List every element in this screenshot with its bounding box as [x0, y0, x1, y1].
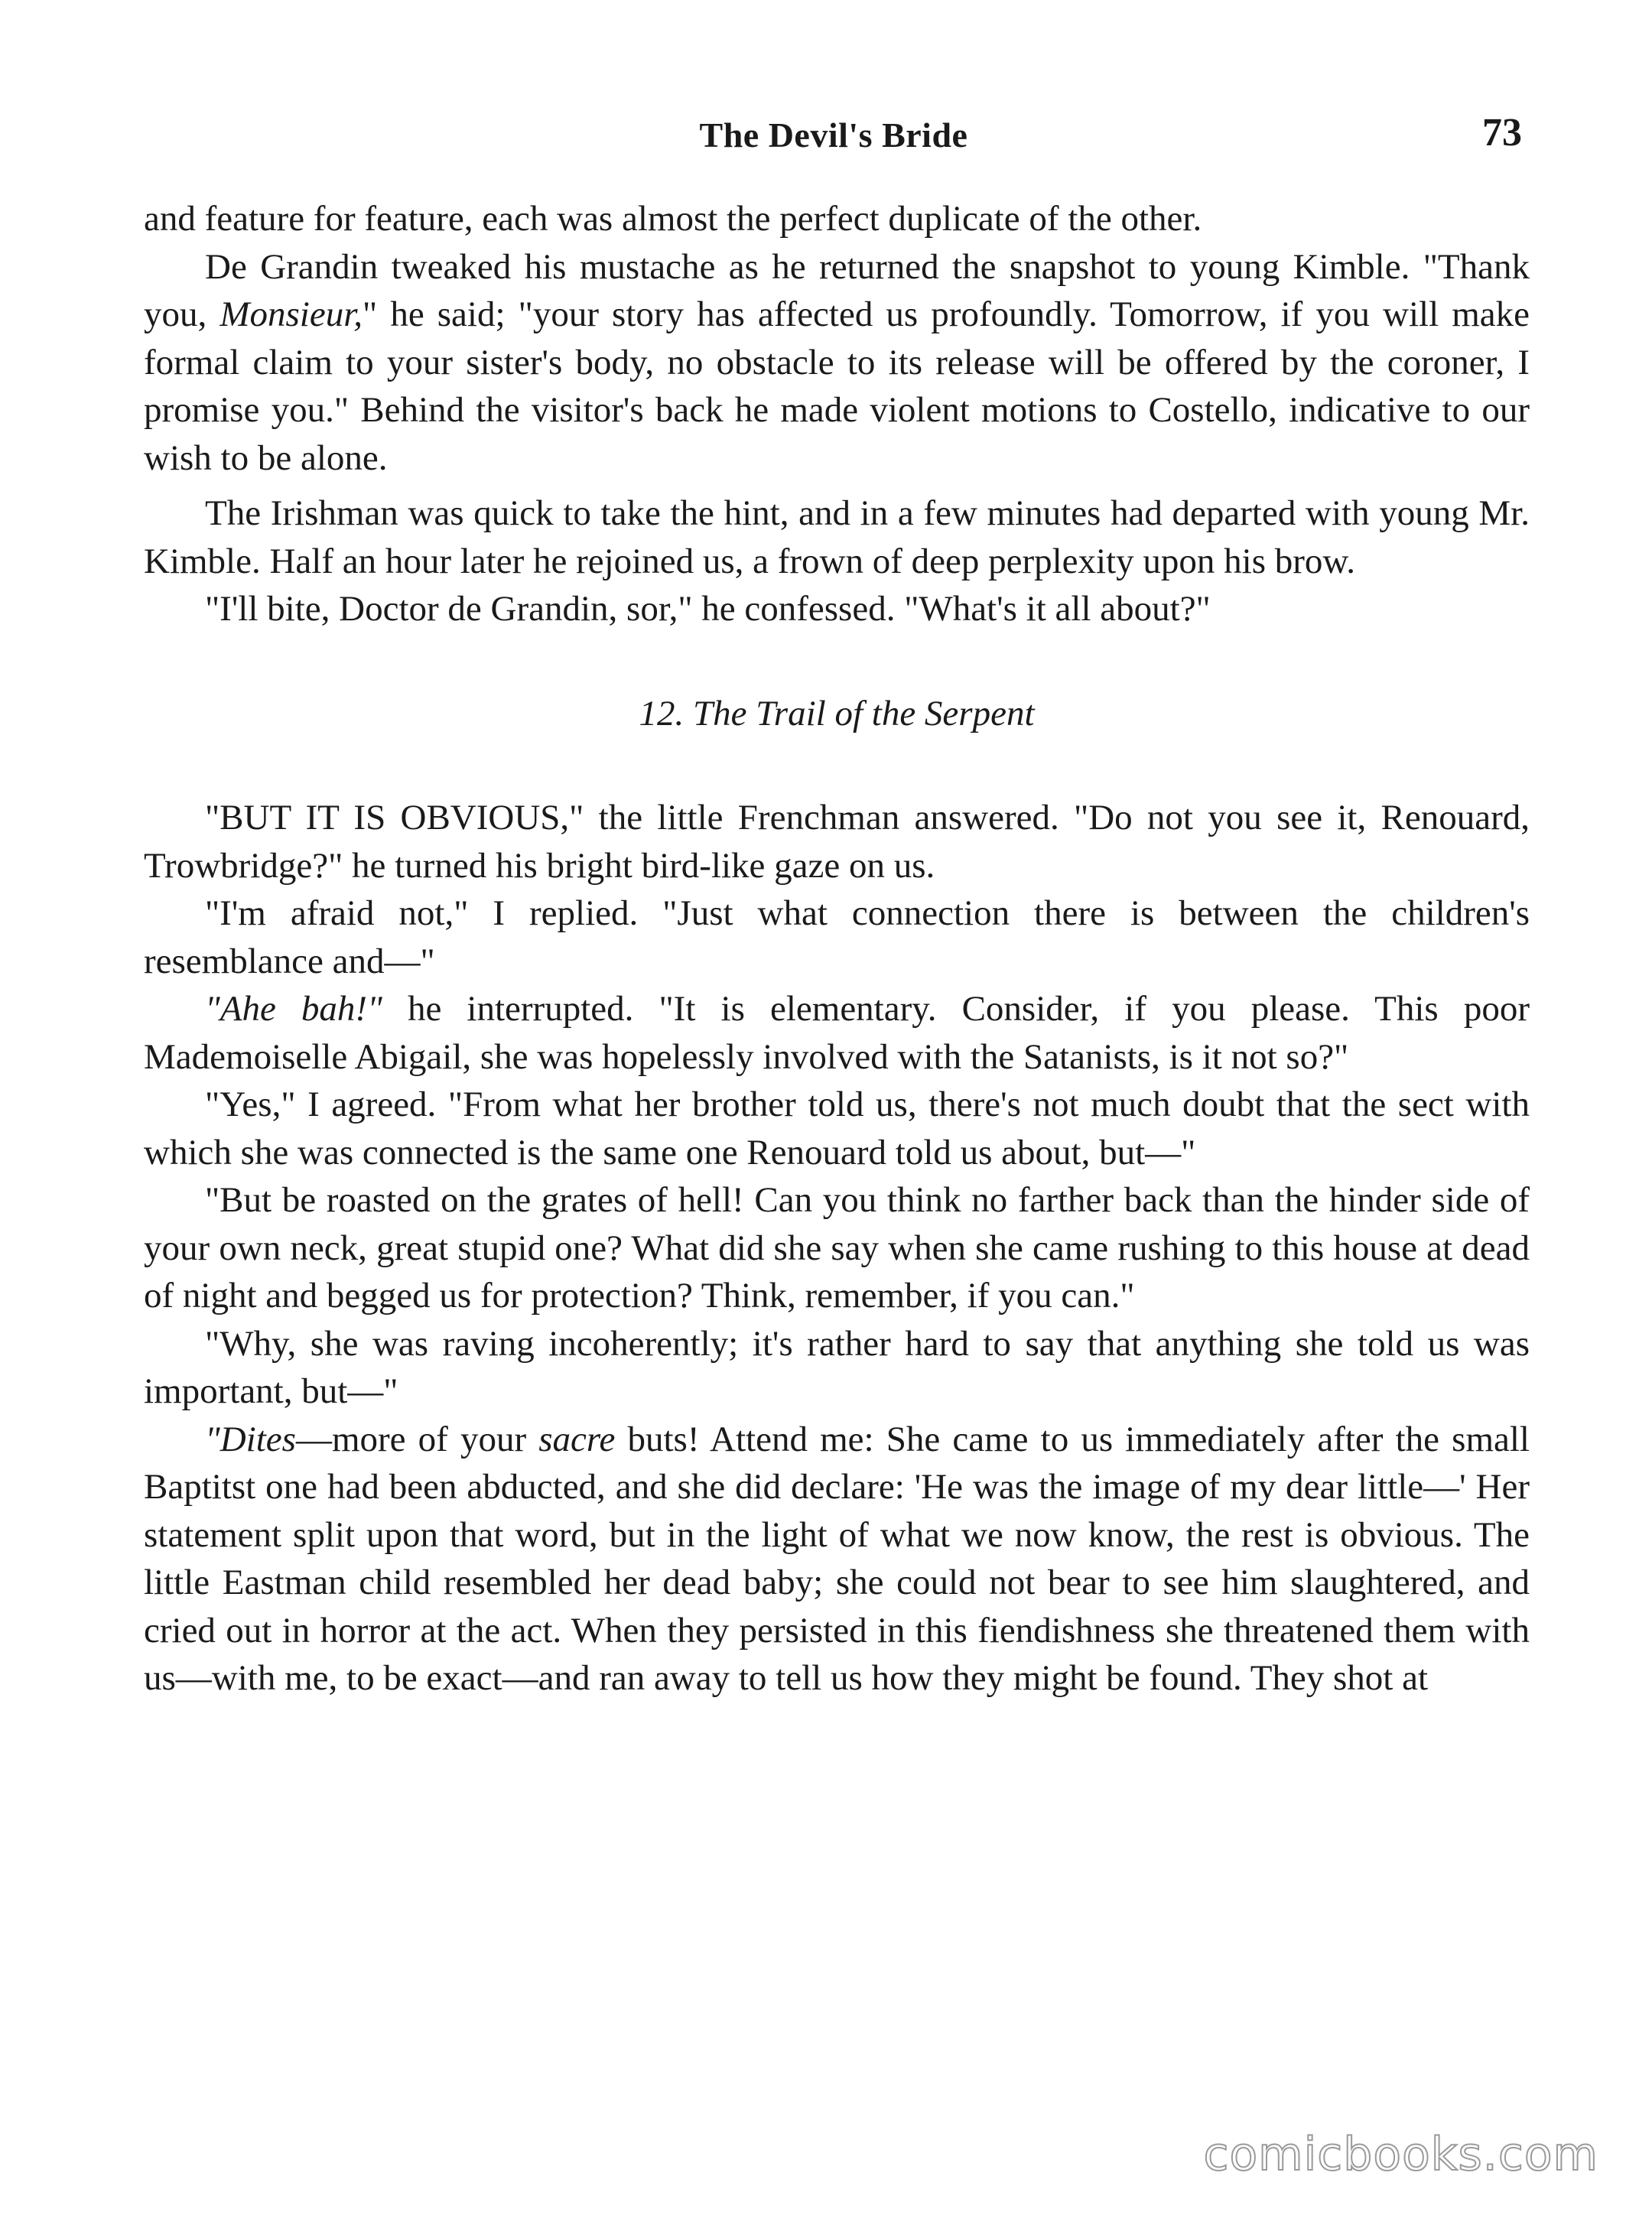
paragraph-text: he interrupted. "It is elementary. Consider, if you please. This poor Mademoiselle Abigail, she was hopelessly involved with the Satanists, is it not so?" — [144, 989, 1530, 1077]
paragraph — [144, 1416, 1530, 1703]
paragraph: and feature for feature, each was almost the perfect duplicate of the other. — [144, 199, 1202, 239]
paragraph: "Yes," I agreed. "From what her brother told us, there's not much doubt that the sect with which she was connected is the same one Renouard told us about, but—" — [144, 1085, 1530, 1172]
running-title: The Devil's Bride — [699, 115, 968, 154]
italic-text: "Ahe bah!" — [205, 989, 382, 1029]
paragraph-text: —more of your — [295, 1419, 539, 1459]
paragraph — [144, 243, 1530, 483]
watermark: comicbooks.com — [1203, 2128, 1598, 2181]
paragraph-text: " he said; "your story has affected us profoundly. Tomorrow, if you will make formal claim to your sister's body, no obstacle to its release will be offered by the coroner, I promise you." Behind the visitor's back he made violent motions to Costello, indicative to our wish to be alone. — [144, 294, 1530, 478]
italic-text: "Dites — [205, 1419, 296, 1459]
paragraph: "But be roasted on the grates of hell! Can you think no farther back than the hinder side of your own neck, great stupid one? What did she say when she came rushing to this house at dead of night and begged us for protection? Think, remember, if you can." — [144, 1180, 1530, 1316]
running-head — [145, 111, 1522, 176]
paragraph: "I'll bite, Doctor de Grandin, sor," he confessed. "What's it all about?" — [205, 589, 1211, 629]
paragraph: "I'm afraid not," I replied. "Just what connection there is between the children's resemblance and—" — [144, 893, 1530, 981]
paragraph-text: De Grandin tweaked his mustache as he returned the snapshot to young Kimble. "Thank you, — [144, 246, 1530, 334]
page-number: 73 — [1482, 111, 1522, 154]
paragraph: "Why, she was raving incoherently; it's rather hard to say that anything she told us was important, but—" — [144, 1323, 1530, 1411]
chapter-heading: 12. The Trail of the Serpent — [639, 693, 1035, 733]
paragraph — [144, 985, 1530, 1081]
paragraph-text: buts! Attend me: She came to us immediately after the small Baptitst one had been abducted, and she did declare: 'He was the image of my dear little—' Her statement split upon that word, but in the light of what we now know, the rest is obvious. The little Eastman child resembled her dead baby; she could not bear to see him slaughtered, and cried out in horror at the act. When they persisted in this fiendishness she threatened them with us—with me, to be exact—and ran away to tell us how they might be found. They shot at — [144, 1419, 1530, 1698]
italic-text: sacre — [538, 1419, 616, 1459]
paragraph: "BUT IT IS OBVIOUS," the little Frenchman answered. "Do not you see it, Renouard, Trowbridge?" he turned his bright bird-like gaze on us. — [144, 798, 1530, 886]
italic-text: Monsieur, — [220, 294, 363, 334]
text-column — [144, 195, 1530, 1703]
paragraph: The Irishman was quick to take the hint, and in a few minutes had departed with young Mr. Kimble. Half an hour later he rejoined us, a frown of deep perplexity upon his brow. — [144, 493, 1530, 581]
